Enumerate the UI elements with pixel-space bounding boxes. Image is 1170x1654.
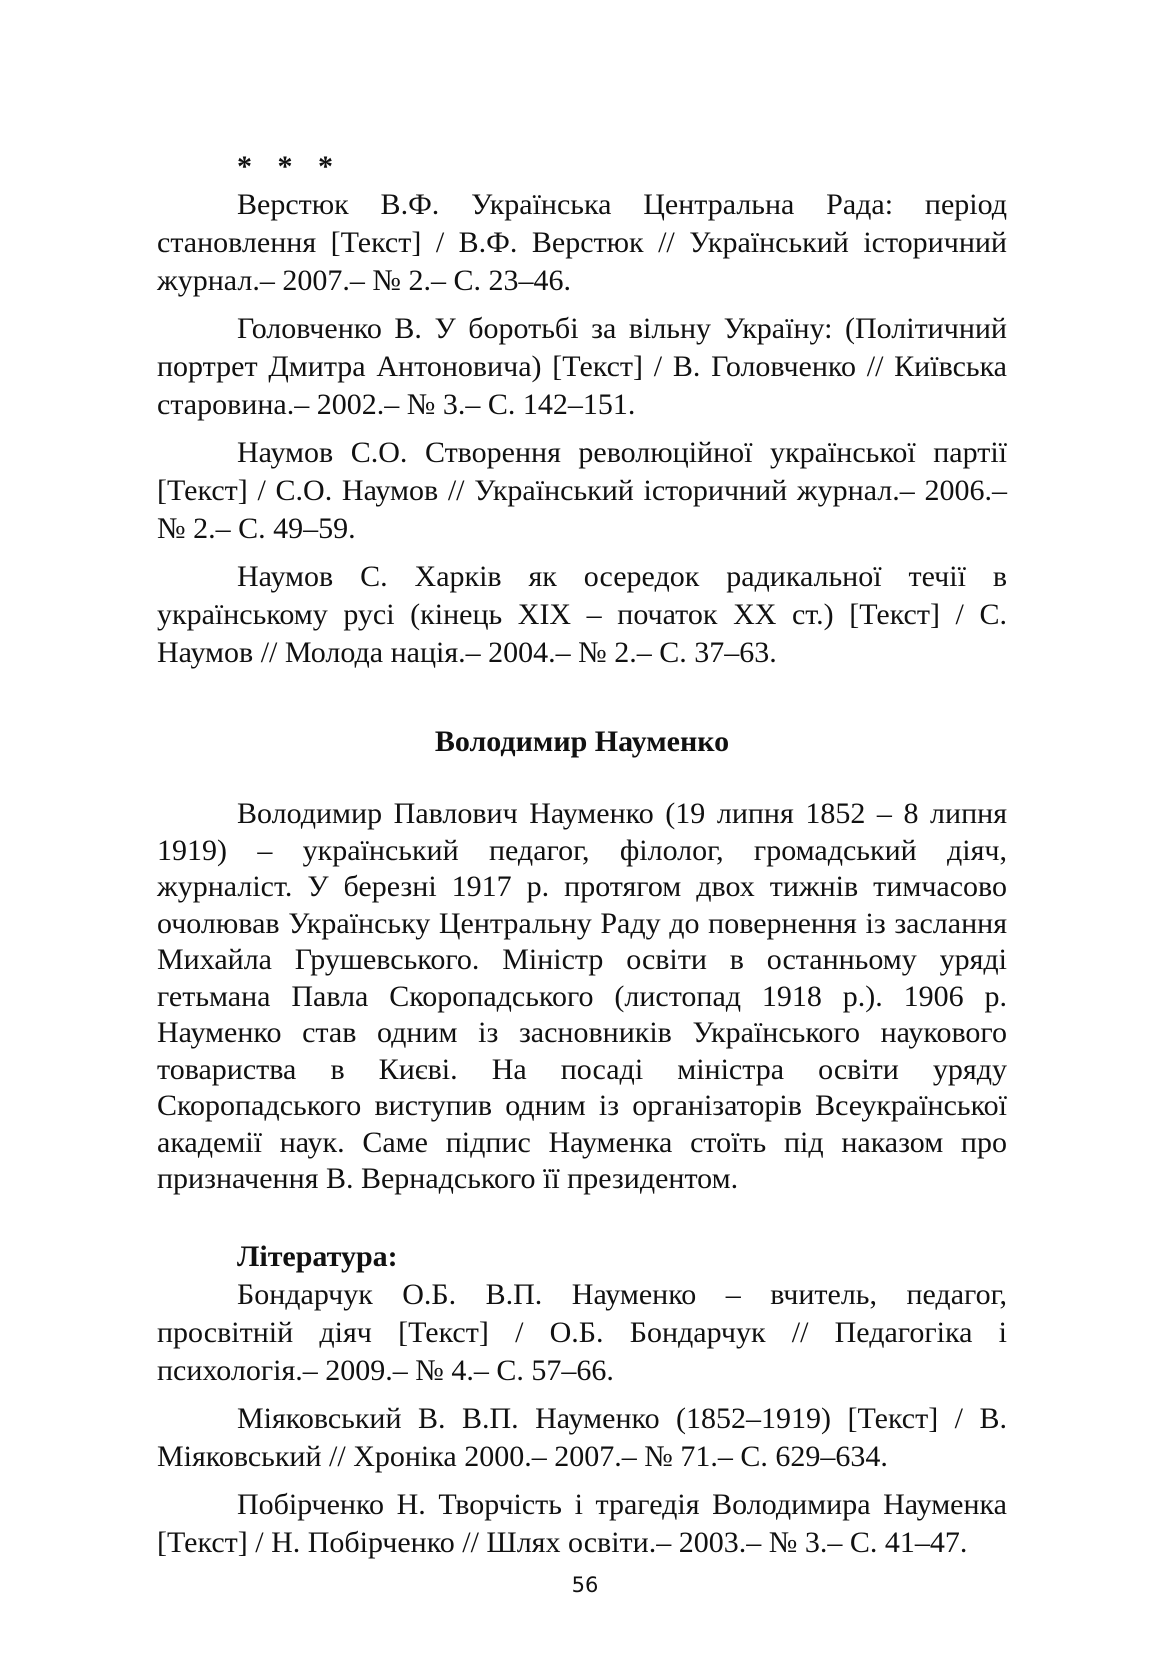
page-number: 56 xyxy=(571,1573,599,1597)
section-separator: * * * xyxy=(237,150,342,183)
section-title: Володимир Науменко xyxy=(434,725,730,758)
literature-item: Бондарчук О.Б. В.П. Науменко – вчитель, педагог, просвітній діяч [Текст] / О.Б. Бондарчук // Педагогіка і психологія.– 2009.– № 4.– С. 57–66. xyxy=(157,1277,1007,1387)
reference-item: Наумов С.О. Створення революційної української партії [Текст] / С.О. Наумов // Український історичний журнал.– 2006.– № 2.– С. 49–59. xyxy=(157,436,1007,545)
reference-item: Наумов С. Харків як осередок радикальної течії в українському русі (кінець ХІХ – початок ХХ ст.) [Текст] / С. Наумов // Молода нація.– 2004.– № 2.– С. 37–63. xyxy=(157,560,1007,669)
literature-item: Побірченко Н. Творчість і трагедія Володимира Науменка [Текст] / Н. Побірченко // Шлях освіти.– 2003.– № 3.– С. 41–47. xyxy=(157,1487,1007,1559)
literature-list xyxy=(157,1276,1007,1562)
reference-item: Головченко В. У боротьбі за вільну Україну: (Політичний портрет Дмитра Антоновича) [Текст] / В. Головченко // Київська старовина.– 2002.– № 3.– С. 142–151. xyxy=(157,312,1007,421)
literature-item: Міяковський В. В.П. Науменко (1852–1919) [Текст] / В. Міяковський // Хроніка 2000.– 2007.– № 71.– С. 629–634. xyxy=(157,1401,1007,1473)
page-content xyxy=(157,148,1007,1572)
reference-item: Верстюк В.Ф. Українська Центральна Рада: період становлення [Текст] / В.Ф. Верстюк // Український історичний журнал.– 2007.– № 2.– С. 23–46. xyxy=(157,188,1007,297)
literature-heading: Література: xyxy=(237,1239,398,1273)
biography-paragraph: Володимир Павлович Науменко (19 липня 1852 – 8 липня 1919) – український педагог, філолог, громадський діяч, журналіст. У березні 1917 р. протягом двох тижнів тимчасово очолював Українську Центральну Раду до повернення із заслання Михайла Грушевського. Міністр освіти в останньому уряді гетьмана Павла Скоропадського (листопад 1918 р.). 1906 р. Науменко став одним із засновників Українського наукового товариства в Києві. На посаді міністра освіти уряду Скоропадського виступив одним із організаторів Всеукраїнської академії наук. Саме підпис Науменка стоїть під наказом про призначення В. Вернадського її президентом. xyxy=(157,797,1007,1195)
reference-list-top xyxy=(157,186,1007,672)
